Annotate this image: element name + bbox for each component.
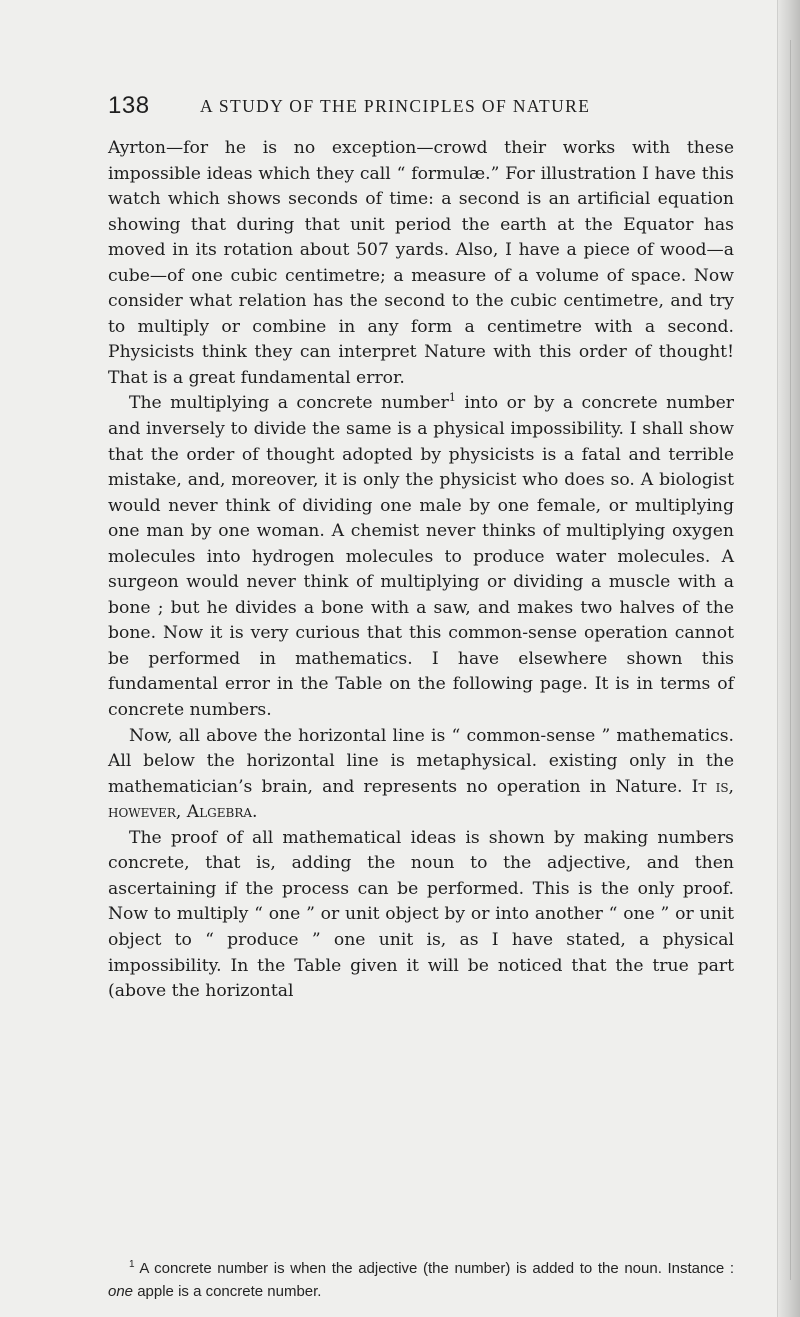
footnote-reference: 1 bbox=[448, 391, 456, 405]
paragraph-3-small-caps: It is, however, Algebra. bbox=[108, 776, 734, 823]
paragraph-1: Ayrton—for he is no exception—crowd their works with these impossible ideas which they call “ formulæ.” For illustration I have this watch which shows seconds of time: a second is an artificial equation showing that during that unit period the earth at the Equator has moved in its rotation about 507 yards. Also, I have a piece of wood—a cube—of one cubic centimetre; a measure of a volume of space. Now consider what relation has the second to the cubic centimetre, and try to multiply or combine in any form a centimetre with a second. Physicists think they can interpret Nature with this order of thought! That is a great fundamental error. bbox=[108, 138, 734, 388]
footnote-marker: 1 bbox=[129, 1259, 135, 1270]
paragraph-3 bbox=[108, 724, 734, 826]
paragraph-2-text-a: The multiplying a concrete number bbox=[129, 393, 449, 414]
page-edge-shadow bbox=[777, 0, 800, 1317]
footnote-italic-word: one bbox=[108, 1282, 134, 1300]
paragraph-2-text-b: into or by a concrete number and inversely to divide the same is a physical impossibility. I shall show that the order of thought adopted by physicists is a fatal and terrible mistake, and, moreover, it is only the physicist who does so. A biologist would never think of dividing one male by one female, or multiplying one man by one woman. A chemist never thinks of multiplying oxygen molecules into hydrogen molecules to produce water molecules. A surgeon would never think of multiplying or dividing a muscle with a bone ; but he divides a bone with a saw, and makes two halves of the bone. Now it is very curious that this common-sense operation cannot be performed in mathematics. I have elsewhere shown this fundamental error in the Table on the following page. It is in terms of concrete numbers. bbox=[108, 393, 734, 721]
footnote bbox=[108, 1258, 734, 1303]
page-edge-line bbox=[790, 40, 791, 1280]
paragraph-3-text: Now, all above the horizontal line is “ common-sense ” mathematics. All below the horizontal line is metaphysical. existing only in the mathematician’s brain, and represents no operation in Nature. bbox=[108, 725, 734, 797]
page-number: 138 bbox=[108, 92, 150, 119]
running-head bbox=[108, 92, 728, 118]
paragraph-4: The proof of all mathematical ideas is shown by making numbers concrete, that is, adding the noun to the adjective, and then ascertaining if the process can be performed. This is the only proof. Now to multiply “ one ” or unit object by or into another “ one ” or unit object to “ produce ” one unit is, as I have stated, a physical impossibility. In the Table given it will be noticed that the true part (above the horizontal bbox=[108, 827, 734, 1002]
footnote-text-b: apple is a concrete number. bbox=[133, 1282, 322, 1300]
footnote-text-a: A concrete number is when the adjective (the number) is added to the noun. Instance : bbox=[134, 1260, 734, 1277]
footnote-paragraph bbox=[108, 1258, 734, 1303]
body-text bbox=[108, 136, 734, 1005]
running-title: A STUDY OF THE PRINCIPLES OF NATURE bbox=[200, 96, 591, 116]
paragraph-2 bbox=[108, 391, 734, 723]
